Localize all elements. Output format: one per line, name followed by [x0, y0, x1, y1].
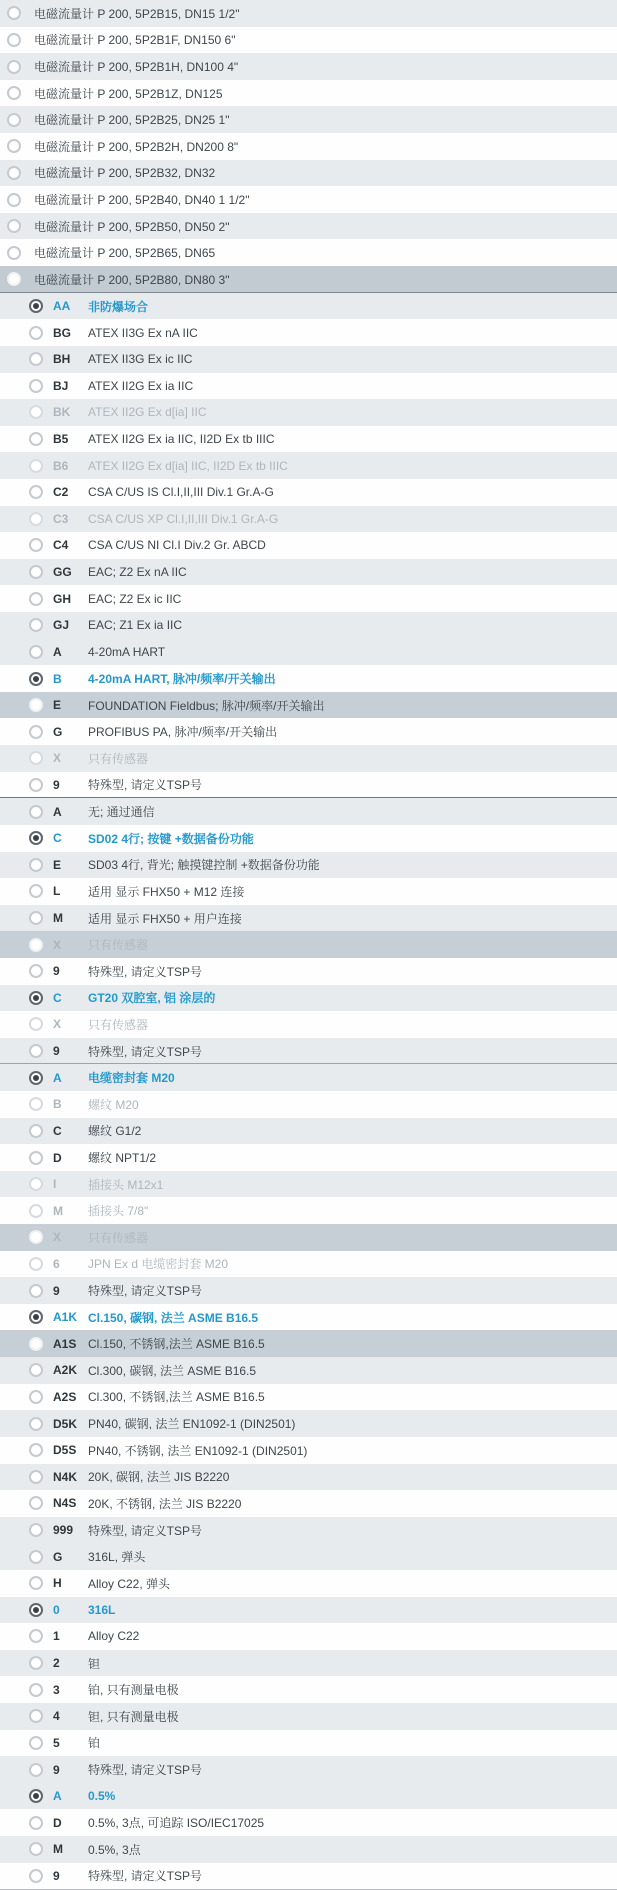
- option-label: PN40, 碳钢, 法兰 EN1092-1 (DIN2501): [88, 1417, 296, 1432]
- option-code: C: [53, 1123, 62, 1138]
- option-code: 3: [53, 1682, 60, 1697]
- option-label: CSA C/US IS Cl.I,II,III Div.1 Gr.A-G: [88, 485, 274, 500]
- radio-icon[interactable]: [29, 352, 43, 366]
- option-row-process-connection-A2K[interactable]: [0, 1357, 617, 1384]
- radio-icon[interactable]: [29, 1576, 43, 1590]
- option-code: GJ: [53, 618, 70, 633]
- option-label: GT20 双腔室, 铝 涂层的: [88, 991, 216, 1006]
- option-row-certification-GJ[interactable]: [0, 612, 617, 639]
- radio-dot: [33, 835, 39, 841]
- radio-dot: [33, 995, 39, 1001]
- option-row-certification-C4[interactable]: [0, 532, 617, 559]
- option-row-output-signal-E[interactable]: [0, 692, 617, 719]
- option-row-calibration-M[interactable]: [0, 1836, 617, 1863]
- radio-icon[interactable]: [7, 219, 21, 233]
- option-row-process-connection-N4K[interactable]: [0, 1464, 617, 1491]
- product-label: 电磁流量计 P 200, 5P2B2H, DN200 8": [34, 139, 239, 154]
- option-label: Cl.150, 碳钢, 法兰 ASME B16.5: [88, 1310, 259, 1325]
- radio-icon[interactable]: [29, 725, 43, 739]
- radio-icon[interactable]: [29, 1337, 43, 1351]
- radio-icon[interactable]: [29, 1204, 43, 1218]
- option-code: B5: [53, 432, 69, 447]
- option-row-electrical-connection-X: [0, 1224, 617, 1251]
- option-label: 20K, 碳钢, 法兰 JIS B2220: [88, 1470, 230, 1485]
- option-code: BJ: [53, 378, 69, 393]
- product-row[interactable]: [0, 239, 617, 266]
- product-label: 电磁流量计 P 200, 5P2B25, DN25 1": [34, 113, 230, 128]
- radio-dot: [33, 1075, 39, 1081]
- option-label: Cl.300, 不锈钢,法兰 ASME B16.5: [88, 1390, 265, 1405]
- option-label: 特殊型, 请定义TSP号: [88, 1869, 203, 1884]
- radio-icon[interactable]: [29, 1523, 43, 1537]
- option-code: A: [53, 1789, 62, 1804]
- option-label: Cl.150, 不锈钢,法兰 ASME B16.5: [88, 1337, 265, 1352]
- product-label: 电磁流量计 P 200, 5P2B1F, DN150 6": [34, 33, 236, 48]
- option-group-process-connection: [0, 1304, 617, 1543]
- radio-icon[interactable]: [29, 1470, 43, 1484]
- product-label: 电磁流量计 P 200, 5P2B15, DN15 1/2": [34, 6, 240, 21]
- radio-icon[interactable]: [7, 86, 21, 100]
- radio-icon[interactable]: [29, 778, 43, 792]
- option-code: M: [53, 1842, 63, 1857]
- option-row-housing-9[interactable]: [0, 1038, 617, 1065]
- radio-dot: [33, 1314, 39, 1320]
- option-label: 适用 显示 FHX50 + 用户连接: [88, 911, 242, 926]
- option-label: ATEX II2G Ex ia IIC: [88, 378, 194, 393]
- radio-icon[interactable]: [29, 379, 43, 393]
- radio-icon[interactable]: [29, 1017, 43, 1031]
- option-row-certification-B5[interactable]: [0, 426, 617, 453]
- option-label: SD03 4行, 背光; 触摸键控制 +数据备份功能: [88, 858, 320, 873]
- radio-icon[interactable]: [7, 6, 21, 20]
- option-code: 0: [53, 1602, 60, 1617]
- option-group-display-operation: [0, 798, 617, 984]
- product-row[interactable]: [0, 266, 617, 293]
- option-group-electrode-material: [0, 1543, 617, 1782]
- radio-dot: [33, 676, 39, 682]
- option-row-output-signal-9[interactable]: [0, 772, 617, 799]
- option-code: A1S: [53, 1336, 77, 1351]
- radio-icon[interactable]: [29, 1417, 43, 1431]
- radio-dot: [33, 1793, 39, 1799]
- radio-icon[interactable]: [29, 459, 43, 473]
- option-label: 特殊型, 请定义TSP号: [88, 778, 203, 793]
- option-code: A: [53, 644, 62, 659]
- option-label: ATEX II2G Ex d[ia] IIC: [88, 405, 207, 420]
- option-label: EAC; Z2 Ex ic IIC: [88, 591, 182, 606]
- option-label: 电缆密封套 M20: [88, 1071, 175, 1086]
- option-code: BK: [53, 405, 71, 420]
- product-row[interactable]: [0, 0, 617, 27]
- radio-selected-icon[interactable]: [29, 1603, 43, 1617]
- option-code: D5K: [53, 1416, 78, 1431]
- option-code: C2: [53, 485, 69, 500]
- option-group-calibration: [0, 1783, 617, 1889]
- option-row-output-signal-G[interactable]: [0, 718, 617, 745]
- option-row-calibration-D[interactable]: [0, 1809, 617, 1836]
- option-code: 9: [53, 964, 60, 979]
- radio-icon[interactable]: [7, 246, 21, 260]
- option-label: 钽, 只有测量电极: [88, 1709, 179, 1724]
- option-row-display-operation-E[interactable]: [0, 852, 617, 879]
- option-code: 9: [53, 1044, 60, 1059]
- option-group-housing: [0, 985, 617, 1065]
- option-row-electrode-material-0[interactable]: [0, 1597, 617, 1624]
- radio-selected-icon[interactable]: [29, 831, 43, 845]
- product-label: 电磁流量计 P 200, 5P2B1Z, DN125: [34, 86, 223, 101]
- option-code: E: [53, 857, 62, 872]
- option-label: 插接头 7/8": [88, 1204, 149, 1219]
- option-label: 0.5%, 3点: [88, 1842, 141, 1857]
- option-code: N4S: [53, 1496, 77, 1511]
- option-label: 20K, 不锈钢, 法兰 JIS B2220: [88, 1496, 242, 1511]
- option-label: 铂: [88, 1736, 101, 1751]
- radio-icon[interactable]: [29, 1629, 43, 1643]
- option-label: 特殊型, 请定义TSP号: [88, 1044, 203, 1059]
- option-row-electrode-material-3[interactable]: [0, 1676, 617, 1703]
- product-label: 电磁流量计 P 200, 5P2B65, DN65: [34, 246, 216, 261]
- option-row-display-operation-A[interactable]: [0, 798, 617, 825]
- option-row-electrical-connection-M: [0, 1197, 617, 1224]
- option-row-certification-BG[interactable]: [0, 319, 617, 346]
- option-row-certification-C2[interactable]: [0, 479, 617, 506]
- radio-icon[interactable]: [7, 272, 21, 286]
- radio-selected-icon[interactable]: [29, 1071, 43, 1085]
- option-label: 螺纹 G1/2: [88, 1124, 142, 1139]
- option-row-calibration-9[interactable]: [0, 1863, 617, 1890]
- option-label: Alloy C22: [88, 1629, 140, 1644]
- radio-icon[interactable]: [29, 698, 43, 712]
- option-row-display-operation-C[interactable]: [0, 825, 617, 852]
- option-label: 316L: [88, 1602, 116, 1617]
- option-row-certification-GG[interactable]: [0, 559, 617, 586]
- option-code: GG: [53, 565, 72, 580]
- option-row-electrical-connection-I: [0, 1171, 617, 1198]
- option-row-certification-B6: [0, 452, 617, 479]
- radio-icon[interactable]: [29, 751, 43, 765]
- option-code: A2K: [53, 1363, 78, 1378]
- option-code: X: [53, 1230, 62, 1245]
- option-row-electrode-material-1[interactable]: [0, 1623, 617, 1650]
- radio-icon[interactable]: [29, 1390, 43, 1404]
- radio-icon[interactable]: [7, 139, 21, 153]
- option-row-display-operation-L[interactable]: [0, 878, 617, 905]
- option-label: Alloy C22, 弹头: [88, 1576, 171, 1591]
- option-label: FOUNDATION Fieldbus; 脉冲/频率/开关输出: [88, 698, 325, 713]
- option-code: M: [53, 911, 63, 926]
- option-code: G: [53, 724, 63, 739]
- option-label: 只有传感器: [88, 1230, 149, 1245]
- option-row-electrical-connection-6: [0, 1251, 617, 1278]
- radio-icon[interactable]: [29, 1550, 43, 1564]
- radio-icon[interactable]: [29, 645, 43, 659]
- option-code: 9: [53, 1868, 60, 1883]
- option-code: 1: [53, 1629, 60, 1644]
- option-label: 316L, 弹头: [88, 1550, 146, 1565]
- radio-icon[interactable]: [29, 618, 43, 632]
- option-row-electrical-connection-9[interactable]: [0, 1277, 617, 1304]
- radio-icon[interactable]: [29, 1363, 43, 1377]
- product-label: 电磁流量计 P 200, 5P2B40, DN40 1 1/2": [34, 193, 250, 208]
- radio-icon[interactable]: [29, 964, 43, 978]
- radio-icon[interactable]: [29, 938, 43, 952]
- radio-dot: [33, 303, 39, 309]
- radio-icon[interactable]: [29, 1763, 43, 1777]
- option-code: E: [53, 698, 62, 713]
- option-row-electrode-material-2[interactable]: [0, 1650, 617, 1677]
- option-code: GH: [53, 591, 71, 606]
- option-row-process-connection-999[interactable]: [0, 1517, 617, 1544]
- radio-icon[interactable]: [29, 1709, 43, 1723]
- radio-icon[interactable]: [29, 1816, 43, 1830]
- option-label: ATEX II2G Ex ia IIC, II2D Ex tb IIIC: [88, 432, 275, 447]
- option-label: CSA C/US NI Cl.I Div.2 Gr. ABCD: [88, 538, 266, 553]
- radio-icon[interactable]: [29, 512, 43, 526]
- option-label: PROFIBUS PA, 脉冲/频率/开关输出: [88, 725, 278, 740]
- radio-icon[interactable]: [29, 1869, 43, 1883]
- option-code: A1K: [53, 1310, 78, 1325]
- radio-icon[interactable]: [29, 1656, 43, 1670]
- option-code: D: [53, 1815, 62, 1830]
- product-row[interactable]: [0, 213, 617, 240]
- option-label: 0.5%, 3点, 可追踪 ISO/IEC17025: [88, 1816, 265, 1831]
- option-code: C4: [53, 538, 69, 553]
- option-code: N4K: [53, 1469, 78, 1484]
- product-row[interactable]: [0, 27, 617, 54]
- radio-dot: [33, 1607, 39, 1613]
- option-label: SD02 4行; 按键 +数据备份功能: [88, 831, 254, 846]
- option-code: A2S: [53, 1389, 77, 1404]
- option-code: 9: [53, 1283, 60, 1298]
- radio-icon[interactable]: [29, 1496, 43, 1510]
- radio-icon[interactable]: [29, 1284, 43, 1298]
- option-label: 特殊型, 请定义TSP号: [88, 1523, 203, 1538]
- option-code: A: [53, 804, 62, 819]
- option-code: C: [53, 990, 62, 1005]
- option-row-process-connection-N4S[interactable]: [0, 1490, 617, 1517]
- option-row-certification-BJ[interactable]: [0, 373, 617, 400]
- option-row-display-operation-9[interactable]: [0, 958, 617, 985]
- radio-icon[interactable]: [29, 565, 43, 579]
- option-label: 适用 显示 FHX50 + M12 连接: [88, 884, 245, 899]
- option-label: PN40, 不锈钢, 法兰 EN1092-1 (DIN2501): [88, 1443, 308, 1458]
- option-row-housing-X: [0, 1011, 617, 1038]
- option-label: 钽: [88, 1656, 101, 1671]
- radio-icon[interactable]: [29, 884, 43, 898]
- option-label: 只有传感器: [88, 1017, 149, 1032]
- option-row-electrical-connection-A[interactable]: [0, 1064, 617, 1091]
- radio-icon[interactable]: [29, 1151, 43, 1165]
- option-row-electrical-connection-D[interactable]: [0, 1144, 617, 1171]
- option-code: AA: [53, 299, 71, 313]
- product-label: 电磁流量计 P 200, 5P2B1H, DN100 4": [34, 60, 239, 75]
- option-label: 只有传感器: [88, 751, 149, 766]
- option-row-process-connection-A1K[interactable]: [0, 1304, 617, 1331]
- option-label: ATEX II3G Ex ic IIC: [88, 352, 193, 367]
- option-label: 特殊型, 请定义TSP号: [88, 964, 203, 979]
- option-row-electrode-material-5[interactable]: [0, 1730, 617, 1757]
- option-code: H: [53, 1576, 62, 1591]
- option-row-electrical-connection-B: [0, 1091, 617, 1118]
- option-label: 无; 通过通信: [88, 805, 155, 820]
- option-label: JPN Ex d 电缆密封套 M20: [88, 1257, 229, 1272]
- option-code: 9: [53, 1762, 60, 1777]
- option-label: 4-20mA HART: [88, 644, 166, 659]
- product-row[interactable]: [0, 106, 617, 133]
- radio-selected-icon[interactable]: [29, 1789, 43, 1803]
- option-row-certification-BK: [0, 399, 617, 426]
- option-code: BG: [53, 325, 71, 340]
- option-code: M: [53, 1203, 63, 1218]
- option-label: 只有传感器: [88, 938, 149, 953]
- option-row-process-connection-A1S[interactable]: [0, 1330, 617, 1357]
- product-row[interactable]: [0, 160, 617, 187]
- option-row-calibration-A[interactable]: [0, 1783, 617, 1810]
- option-row-electrical-connection-C[interactable]: [0, 1118, 617, 1145]
- option-row-display-operation-M[interactable]: [0, 905, 617, 932]
- radio-icon[interactable]: [7, 166, 21, 180]
- radio-icon[interactable]: [29, 405, 43, 419]
- option-code: C: [53, 831, 62, 846]
- radio-icon[interactable]: [29, 1230, 43, 1244]
- option-label: ATEX II3G Ex nA IIC: [88, 325, 198, 340]
- radio-icon[interactable]: [29, 1097, 43, 1111]
- radio-icon[interactable]: [29, 1842, 43, 1856]
- option-row-electrode-material-G[interactable]: [0, 1543, 617, 1570]
- option-code: 4: [53, 1709, 60, 1724]
- radio-icon[interactable]: [29, 1736, 43, 1750]
- option-code: D5S: [53, 1443, 77, 1458]
- option-label: Cl.300, 碳钢, 法兰 ASME B16.5: [88, 1363, 257, 1378]
- option-code: 6: [53, 1256, 60, 1271]
- option-row-output-signal-A[interactable]: [0, 639, 617, 666]
- option-code: A: [53, 1070, 62, 1085]
- option-code: C3: [53, 511, 69, 526]
- option-label: 0.5%: [88, 1789, 116, 1804]
- option-label: EAC; Z1 Ex ia IIC: [88, 618, 183, 633]
- radio-icon[interactable]: [29, 326, 43, 340]
- option-row-certification-C3: [0, 506, 617, 533]
- option-row-certification-GH[interactable]: [0, 585, 617, 612]
- option-label: 螺纹 NPT1/2: [88, 1151, 157, 1165]
- option-label: 插接头 M12x1: [88, 1177, 164, 1192]
- option-row-output-signal-B[interactable]: [0, 665, 617, 692]
- option-code: L: [53, 884, 61, 899]
- option-row-electrode-material-H[interactable]: [0, 1570, 617, 1597]
- option-code: 5: [53, 1735, 60, 1750]
- radio-selected-icon[interactable]: [29, 1310, 43, 1324]
- option-row-process-connection-A2S[interactable]: [0, 1384, 617, 1411]
- radio-icon[interactable]: [29, 485, 43, 499]
- radio-icon[interactable]: [7, 33, 21, 47]
- option-row-certification-BH[interactable]: [0, 346, 617, 373]
- product-row[interactable]: [0, 133, 617, 160]
- radio-icon[interactable]: [29, 1257, 43, 1271]
- option-code: D: [53, 1150, 62, 1165]
- option-label: 特殊型, 请定义TSP号: [88, 1763, 203, 1778]
- option-group-output-signal: [0, 639, 617, 799]
- radio-selected-icon[interactable]: [29, 991, 43, 1005]
- option-row-electrode-material-4[interactable]: [0, 1703, 617, 1730]
- radio-icon[interactable]: [29, 858, 43, 872]
- product-row[interactable]: [0, 53, 617, 80]
- option-code: BH: [53, 352, 71, 367]
- radio-icon[interactable]: [29, 1683, 43, 1697]
- option-code: X: [53, 1017, 62, 1032]
- option-row-electrode-material-9[interactable]: [0, 1756, 617, 1783]
- radio-icon[interactable]: [29, 592, 43, 606]
- radio-icon[interactable]: [7, 60, 21, 74]
- option-label: 螺纹 M20: [88, 1097, 139, 1112]
- radio-icon[interactable]: [29, 1044, 43, 1058]
- option-group-certification: [0, 293, 617, 639]
- radio-icon[interactable]: [29, 1177, 43, 1191]
- option-code: 9: [53, 777, 60, 792]
- option-label: EAC; Z2 Ex nA IIC: [88, 565, 187, 580]
- option-label: CSA C/US XP Cl.I,II,III Div.1 Gr.A-G: [88, 511, 279, 526]
- option-row-process-connection-D5K[interactable]: [0, 1410, 617, 1437]
- product-label: 电磁流量计 P 200, 5P2B80, DN80 3": [34, 272, 230, 287]
- option-code: B: [53, 1097, 62, 1112]
- option-row-output-signal-X: [0, 745, 617, 772]
- radio-icon[interactable]: [7, 113, 21, 127]
- radio-icon[interactable]: [29, 805, 43, 819]
- option-code: 999: [53, 1523, 74, 1538]
- product-label: 电磁流量计 P 200, 5P2B32, DN32: [34, 166, 216, 181]
- option-code: X: [53, 937, 62, 952]
- option-row-housing-C[interactable]: [0, 985, 617, 1012]
- radio-icon[interactable]: [29, 911, 43, 925]
- option-row-certification-AA[interactable]: [0, 293, 617, 320]
- option-row-display-operation-X: [0, 931, 617, 958]
- option-label: 4-20mA HART, 脉冲/频率/开关输出: [88, 672, 276, 687]
- radio-icon[interactable]: [29, 1124, 43, 1138]
- radio-icon[interactable]: [29, 432, 43, 446]
- option-row-process-connection-D5S[interactable]: [0, 1437, 617, 1464]
- option-label: ATEX II2G Ex d[ia] IIC, II2D Ex tb IIIC: [88, 458, 288, 473]
- radio-selected-icon[interactable]: [29, 672, 43, 686]
- option-label: 非防爆场合: [88, 299, 149, 314]
- option-code: I: [53, 1177, 57, 1192]
- product-row[interactable]: [0, 186, 617, 213]
- option-label: 特殊型, 请定义TSP号: [88, 1284, 203, 1299]
- product-row[interactable]: [0, 80, 617, 107]
- radio-icon[interactable]: [7, 193, 21, 207]
- option-code: B: [53, 671, 62, 686]
- radio-icon[interactable]: [29, 1443, 43, 1457]
- option-label: 铂, 只有测量电极: [88, 1683, 179, 1698]
- option-code: 2: [53, 1656, 60, 1671]
- radio-icon[interactable]: [29, 538, 43, 552]
- option-group-electrical-connection: [0, 1064, 617, 1303]
- option-code: X: [53, 751, 62, 766]
- radio-selected-icon[interactable]: [29, 299, 43, 313]
- product-label: 电磁流量计 P 200, 5P2B50, DN50 2": [34, 219, 230, 234]
- option-code: B6: [53, 458, 69, 473]
- option-code: G: [53, 1549, 63, 1564]
